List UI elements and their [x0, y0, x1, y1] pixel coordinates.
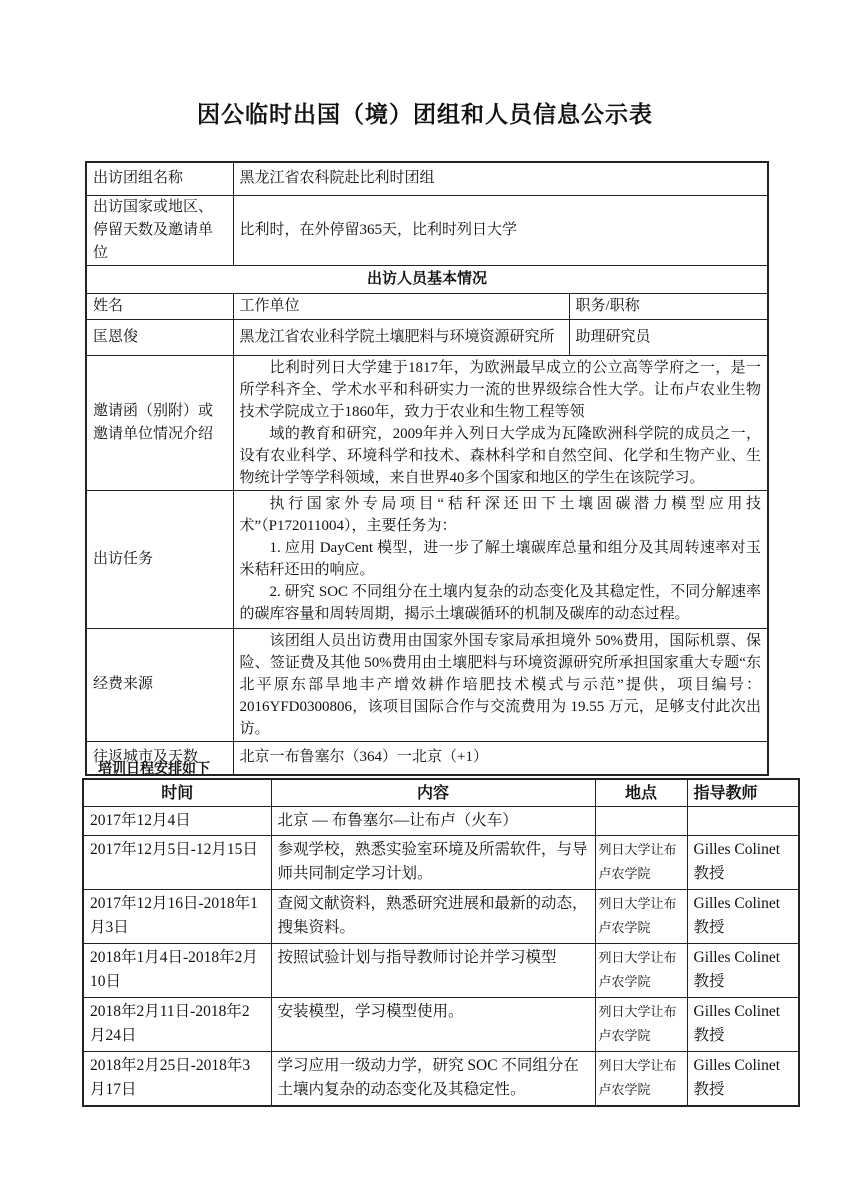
table-row [86, 293, 768, 319]
group-name-value: 黑龙江省农科院赴比利时团组 [233, 162, 768, 195]
table-row [86, 628, 768, 741]
schedule-table [82, 778, 800, 1107]
page-title: 因公临时出国（境）团组和人员信息公示表 [197, 102, 653, 127]
row-content: 学习应用一级动力学，研究 SOC 不同组分在土壤内复杂的动态变化及其稳定性。 [271, 1052, 595, 1106]
header-time: 时间 [83, 779, 271, 807]
funding-label: 经费来源 [86, 628, 233, 741]
table-row [83, 807, 799, 836]
table-row [83, 890, 799, 944]
person-name: 匡恩俊 [86, 319, 233, 355]
destination-value: 比利时，在外停留365天，比利时列日大学 [233, 195, 768, 265]
table-row [86, 490, 768, 628]
person-title: 助理研究员 [569, 319, 768, 355]
row-time: 2017年12月16日-2018年1月3日 [83, 890, 271, 944]
row-teacher: Gilles Colinet 教授 [687, 836, 799, 890]
schedule-header-row [83, 779, 799, 807]
row-place: 列日大学让布卢农学院 [595, 944, 687, 998]
info-table [85, 161, 769, 776]
person-unit: 黑龙江省农业科学院土壤肥料与环境资源研究所 [233, 319, 569, 355]
header-teacher: 指导教师 [687, 779, 799, 807]
col-unit: 工作单位 [233, 293, 569, 319]
row-time: 2018年1月4日-2018年2月10日 [83, 944, 271, 998]
header-content: 内容 [271, 779, 595, 807]
funding-paragraph: 该团组人员出访费用由国家外国专家局承担境外 50%费用，国际机票、保险、签证费及其他 50%费用由土壤肥料与环境资源研究所承担国家重大专题“东北平原东部旱地丰产增效耕作培肥技术模式与示范”提供，项目编号：2016YFD0300806，该项目国际合作与交流费用为 19.55 万元，足够支付此次出访。 [239, 632, 762, 737]
task-text [233, 490, 768, 628]
table-row [86, 265, 768, 293]
row-place: 列日大学让布卢农学院 [595, 890, 687, 944]
table-row [83, 944, 799, 998]
table-row [83, 998, 799, 1052]
row-teacher: Gilles Colinet 教授 [687, 890, 799, 944]
row-time: 2018年2月25日-2018年3月17日 [83, 1052, 271, 1106]
row-time: 2017年12月4日 [83, 807, 271, 836]
header-place: 地点 [595, 779, 687, 807]
route-value: 北京一布鲁塞尔（364）一北京（+1） [233, 741, 768, 775]
task-paragraph: 执行国家外专局项目“秸秆深还田下土壤固碳潜力模型应用技术”（P172011004），主要任务为： [239, 496, 762, 534]
invitation-text [233, 355, 768, 490]
row-place: 列日大学让布卢农学院 [595, 836, 687, 890]
invitation-label: 邀请函（别附）或邀请单位情况介绍 [86, 355, 233, 490]
row-time: 2017年12月5日-12月15日 [83, 836, 271, 890]
row-content: 按照试验计划与指导教师讨论并学习模型 [271, 944, 595, 998]
funding-text [233, 628, 768, 741]
row-content: 北京 — 布鲁塞尔—让布卢（火车） [271, 807, 595, 836]
row-place: 列日大学让布卢农学院 [595, 998, 687, 1052]
table-row [83, 836, 799, 890]
row-teacher: Gilles Colinet 教授 [687, 944, 799, 998]
personnel-header: 出访人员基本情况 [86, 265, 768, 293]
table-row [83, 1052, 799, 1106]
destination-label: 出访国家或地区、停留天数及邀请单位 [86, 195, 233, 265]
task-paragraph: 1. 应用 DayCent 模型，进一步了解土壤碳库总量和组分及其周转速率对玉米秸秆还田的响应。 [239, 540, 762, 578]
table-row [86, 355, 768, 490]
col-name: 姓名 [86, 293, 233, 319]
table-row [86, 319, 768, 355]
row-content: 安装模型，学习模型使用。 [271, 998, 595, 1052]
row-place [595, 807, 687, 836]
row-teacher: Gilles Colinet 教授 [687, 998, 799, 1052]
col-title: 职务/职称 [569, 293, 768, 319]
invitation-paragraph: 比利时列日大学建于1817年，为欧洲最早成立的公立高等学府之一，是一所学科齐全、学术水平和科研实力一流的世界级综合性大学。让布卢农业生物技术学院成立于1860年，致力于农业和生物工程等领 [239, 359, 762, 420]
row-teacher: Gilles Colinet 教授 [687, 1052, 799, 1106]
invitation-paragraph: 域的教育和研究，2009年并入列日大学成为瓦隆欧洲科学院的成员之一，设有农业科学、环境科学和技术、森林科学和自然空间、化学和生物产业、生物统计学等学科领域，来自世界40多个国家和地区的学生在该院学习。 [239, 425, 762, 486]
row-time: 2018年2月11日-2018年2月24日 [83, 998, 271, 1052]
task-label: 出访任务 [86, 490, 233, 628]
row-content: 查阅文献资料，熟悉研究进展和最新的动态，搜集资料。 [271, 890, 595, 944]
table-row [86, 195, 768, 265]
task-paragraph: 2. 研究 SOC 不同组分在土壤内复杂的动态变化及其稳定性，不同分解速率的碳库容量和周转周期，揭示土壤碳循环的机制及碳库的动态过程。 [239, 584, 762, 622]
row-place: 列日大学让布卢农学院 [595, 1052, 687, 1106]
schedule-caption: 培训日程安排如下 [98, 762, 210, 777]
row-content: 参观学校，熟悉实验室环境及所需软件，与导师共同制定学习计划。 [271, 836, 595, 890]
row-teacher [687, 807, 799, 836]
group-name-label: 出访团组名称 [86, 162, 233, 195]
table-row [86, 162, 768, 195]
route-label: 往返城市及天数 [86, 741, 233, 775]
